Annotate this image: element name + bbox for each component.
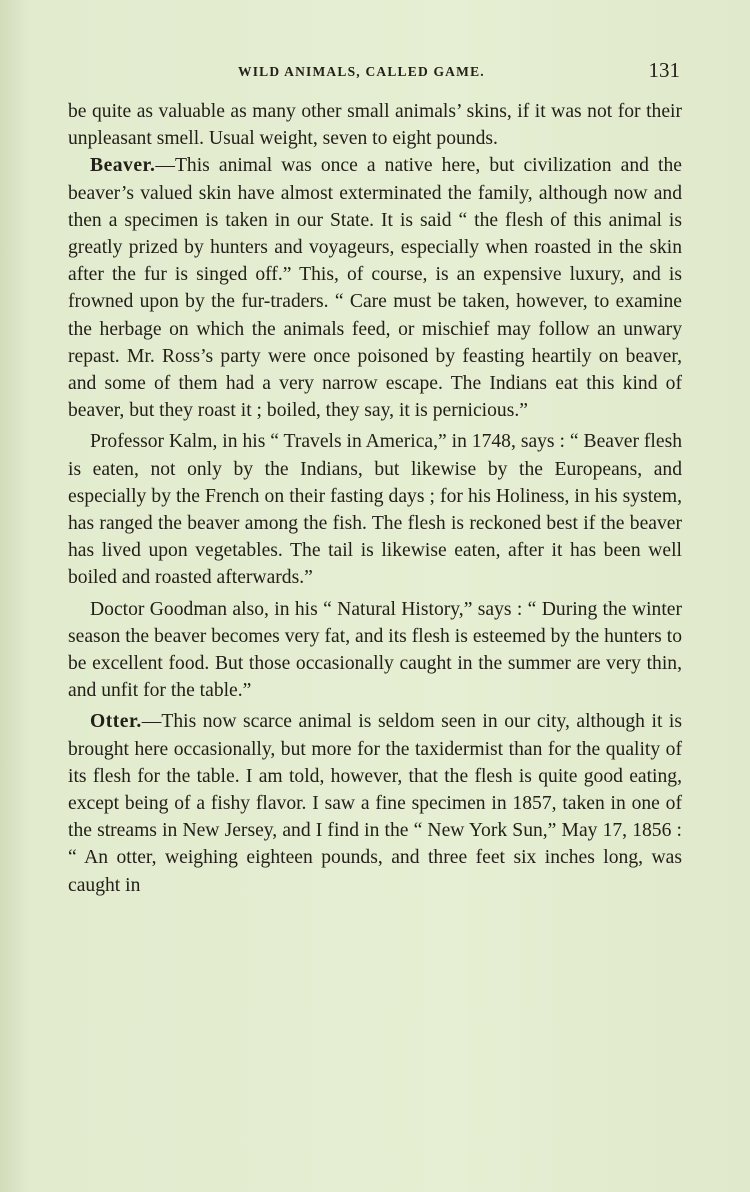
running-head: WILD ANIMALS, CALLED GAME.	[238, 64, 485, 79]
page-header	[70, 58, 682, 86]
section-heading-beaver: Beaver.	[90, 155, 156, 177]
paragraph-goodman	[68, 596, 682, 705]
paragraph-beaver	[68, 152, 682, 424]
paragraph-text: Professor Kalm, in his “ Travels in America,” in 1748, says : “ Beaver flesh is eaten, not only by the Indians, but likewise by the Europeans, and especially by the French on their fasting days ; for his Holiness, in his system, has ranged the beaver among the fish. The flesh is reckoned best if the beaver has lived upon vegetables. The tail is likewise eaten, after it has been well boiled and roasted afterwards.”	[68, 431, 682, 589]
paragraph-text: —This animal was once a native here, but civilization and the beaver’s valued skin have almost exterminated the family, although now and then a specimen is taken in our State. It is said “ the flesh of this animal is greatly prized by hunters and voyageurs, especially when roasted in the skin after the fur is singed off.” This, of course, is an expensive luxury, and is frowned upon by the fur-traders. “ Care must be taken, however, to examine the herbage on which the animals feed, or mischief may follow an unwary repast. Mr. Ross’s party were once poisoned by feasting heartily on beaver, and some of them had a very narrow escape. The Indians eat this kind of beaver, but they roast it ; boiled, they say, it is pernicious.”	[68, 155, 682, 422]
page-number: 131	[648, 58, 680, 82]
paragraph-text: —This now scarce animal is seldom seen in our city, although it is brought here occasionally, but more for the taxidermist than for the quality of its flesh for the table. I am told, however, that the flesh is quite good eating, except being of a fishy flavor. I saw a fine specimen in 1857, taken in one of the streams in New Jersey, and I find in the “ New York Sun,” May 17, 1856 : “ An otter, weighing eighteen pounds, and three feet six inches long, was caught in	[68, 711, 682, 896]
section-heading-otter: Otter.	[90, 711, 142, 733]
paragraph-text: be quite as valuable as many other small animals’ skins, if it was not for their unpleasant smell. Usual weight, seven to eight pounds.	[68, 101, 682, 150]
paragraph-kalm	[68, 428, 682, 591]
paragraph-skunk-continued	[68, 98, 682, 152]
paragraph-otter	[68, 708, 682, 898]
paragraph-text: Doctor Goodman also, in his “ Natural History,” says : “ During the winter season the beaver becomes very fat, and its flesh is esteemed by the hunters to be excellent food. But those occasionally caught in the summer are very thin, and unfit for the table.”	[68, 598, 682, 702]
body-text	[68, 98, 682, 899]
